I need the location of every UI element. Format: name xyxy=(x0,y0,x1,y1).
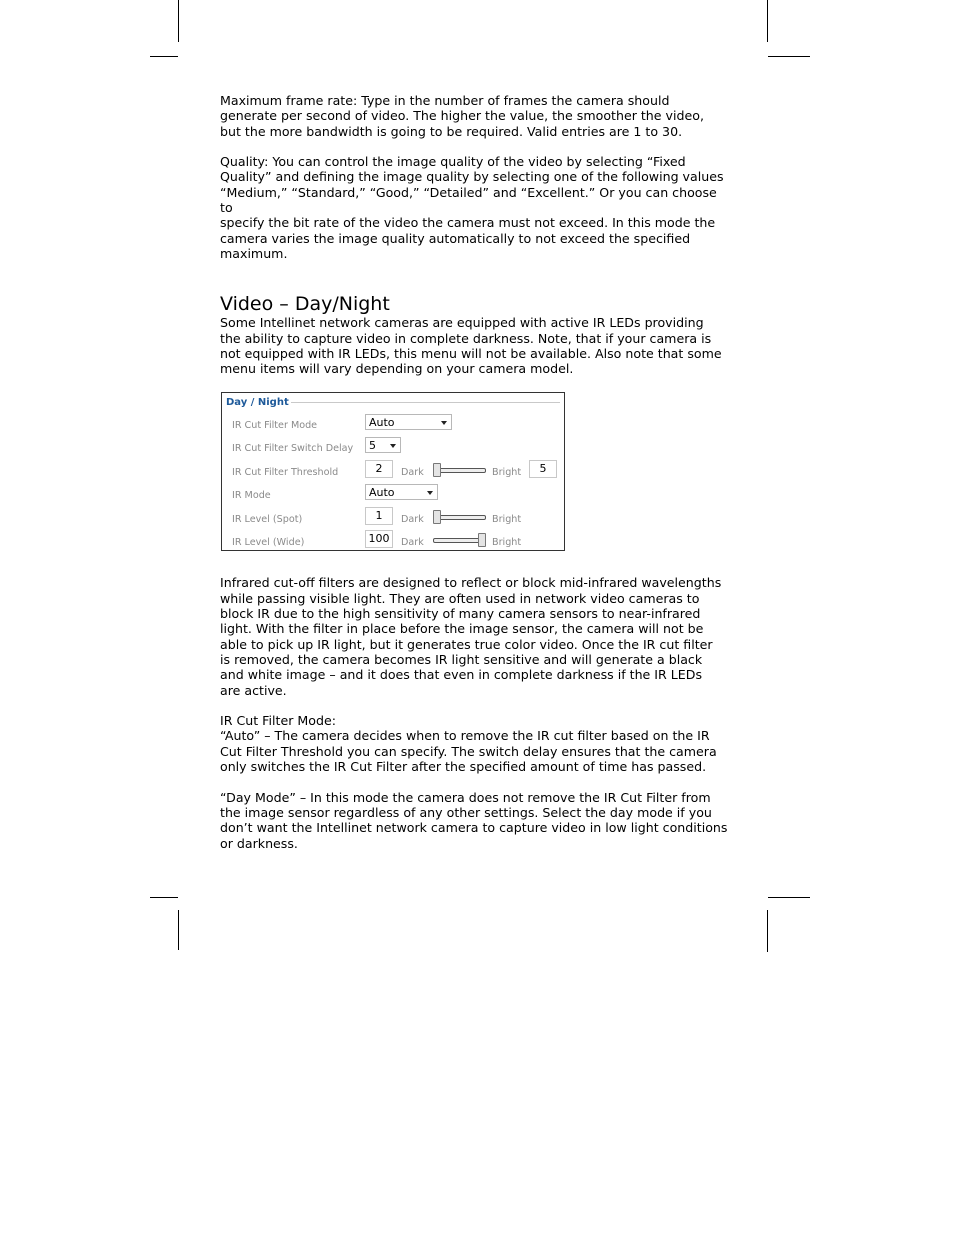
paragraph-ir-cut-filter-mode-title: IR Cut Filter Mode: xyxy=(220,713,336,729)
wide-slider-handle[interactable] xyxy=(478,533,486,547)
day-night-settings-panel xyxy=(221,392,565,551)
spot-bright-label: Bright xyxy=(492,514,522,526)
ir-cut-filter-switch-delay-value: 5 xyxy=(369,439,376,453)
ir-cut-filter-threshold-input[interactable]: 2 xyxy=(365,460,393,478)
ir-level-spot-label: IR Level (Spot) xyxy=(232,514,303,526)
ir-mode-value: Auto xyxy=(369,486,395,500)
chevron-down-icon xyxy=(427,491,433,495)
spot-dark-label: Dark xyxy=(401,514,424,526)
crop-mark-top-right-horizontal xyxy=(768,56,810,57)
crop-mark-top-left-horizontal xyxy=(150,56,178,57)
panel-legend: Day / Night xyxy=(226,395,291,410)
row-ir-cut-filter-switch-delay xyxy=(222,436,564,456)
paragraph-quality: Quality: You can control the image quality of the video by selecting “Fixed Quality” and defining the image quality by selecting one of the following values “Medium,” “Standard,” “Good,” “Detailed” and “Excellent.” Or you can choose to specify the bit rate of the video the camera must not exceed. In this mode the camera varies the image quality automatically to not exceed the specified maximum. xyxy=(220,154,724,261)
ir-cut-filter-mode-value: Auto xyxy=(369,416,395,430)
ir-level-wide-label: IR Level (Wide) xyxy=(232,537,305,549)
spot-slider-handle[interactable] xyxy=(433,510,441,524)
ir-cut-filter-mode-select[interactable] xyxy=(365,414,452,430)
paragraph-auto-description: “Auto” – The camera decides when to remove the IR cut filter based on the IR Cut Filter Threshold you can specify. The switch delay ensures that the camera only switches the IR Cut Filter after the specified amount of time has passed. xyxy=(220,728,717,775)
paragraph-max-frame-rate: Maximum frame rate: Type in the number of frames the camera should generate per second of video. The higher the value, the smoother the video, but the more bandwidth is going to be required. Valid entries are 1 to 30. xyxy=(220,93,704,139)
crop-mark-bottom-right-horizontal xyxy=(768,897,810,898)
section-heading: Video – Day/Night xyxy=(220,293,390,316)
ir-cut-filter-switch-delay-select[interactable] xyxy=(365,437,401,453)
threshold-bright-value-box[interactable]: 5 xyxy=(529,460,557,478)
wide-dark-label: Dark xyxy=(401,537,424,549)
ir-cut-filter-switch-delay-label: IR Cut Filter Switch Delay xyxy=(232,443,354,455)
chevron-down-icon xyxy=(441,421,447,425)
ir-level-spot-input[interactable]: 1 xyxy=(365,507,393,525)
row-ir-cut-filter-threshold xyxy=(222,460,564,480)
crop-mark-bottom-right-vertical xyxy=(767,910,768,952)
crop-mark-top-left-vertical xyxy=(178,0,179,42)
row-ir-level-spot xyxy=(222,507,564,527)
row-ir-level-wide xyxy=(222,530,564,550)
crop-mark-top-right-vertical xyxy=(767,0,768,42)
threshold-bright-label: Bright xyxy=(492,467,522,479)
ir-mode-select[interactable] xyxy=(365,484,438,500)
row-ir-mode xyxy=(222,483,564,503)
ir-cut-filter-mode-label: IR Cut Filter Mode xyxy=(232,420,318,432)
crop-mark-bottom-left-vertical xyxy=(178,910,179,950)
paragraph-day-night-intro: Some Intellinet network cameras are equipped with active IR LEDs providing the ability to capture video in complete darkness. Note, that if your camera is not equipped with IR LEDs, this menu will not be available. Also note that some menu items will vary depending on your camera model. xyxy=(220,315,722,377)
ir-mode-label: IR Mode xyxy=(232,490,271,502)
row-ir-cut-filter-mode xyxy=(222,413,564,433)
paragraph-infrared: Infrared cut-off filters are designed to reflect or block mid-infrared wavelengths while passing visible light. They are often used in network video cameras to block IR due to the high sensitivity of many camera sensors to near-infrared light. With the filter in place before the image sensor, the camera will not be able to pick up IR light, but it generates true color video. Once the IR cut filter is removed, the camera becomes IR light sensitive and will generate a black and white image – and it does that even in complete darkness if the IR LEDs are active. xyxy=(220,575,722,698)
paragraph-day-mode-description: “Day Mode” – In this mode the camera does not remove the IR Cut Filter from the image sensor regardless of any other settings. Select the day mode if you don’t want the Intellinet network camera to capture video in low light conditions or darkness. xyxy=(220,789,728,851)
wide-bright-label: Bright xyxy=(492,537,522,549)
page-content xyxy=(220,93,730,851)
ir-cut-filter-threshold-label: IR Cut Filter Threshold xyxy=(232,467,339,479)
crop-mark-bottom-left-horizontal xyxy=(150,897,178,898)
threshold-slider-handle[interactable] xyxy=(433,463,441,477)
chevron-down-icon xyxy=(390,444,396,448)
ir-level-wide-input[interactable]: 100 xyxy=(365,530,393,548)
threshold-dark-label: Dark xyxy=(401,467,424,479)
